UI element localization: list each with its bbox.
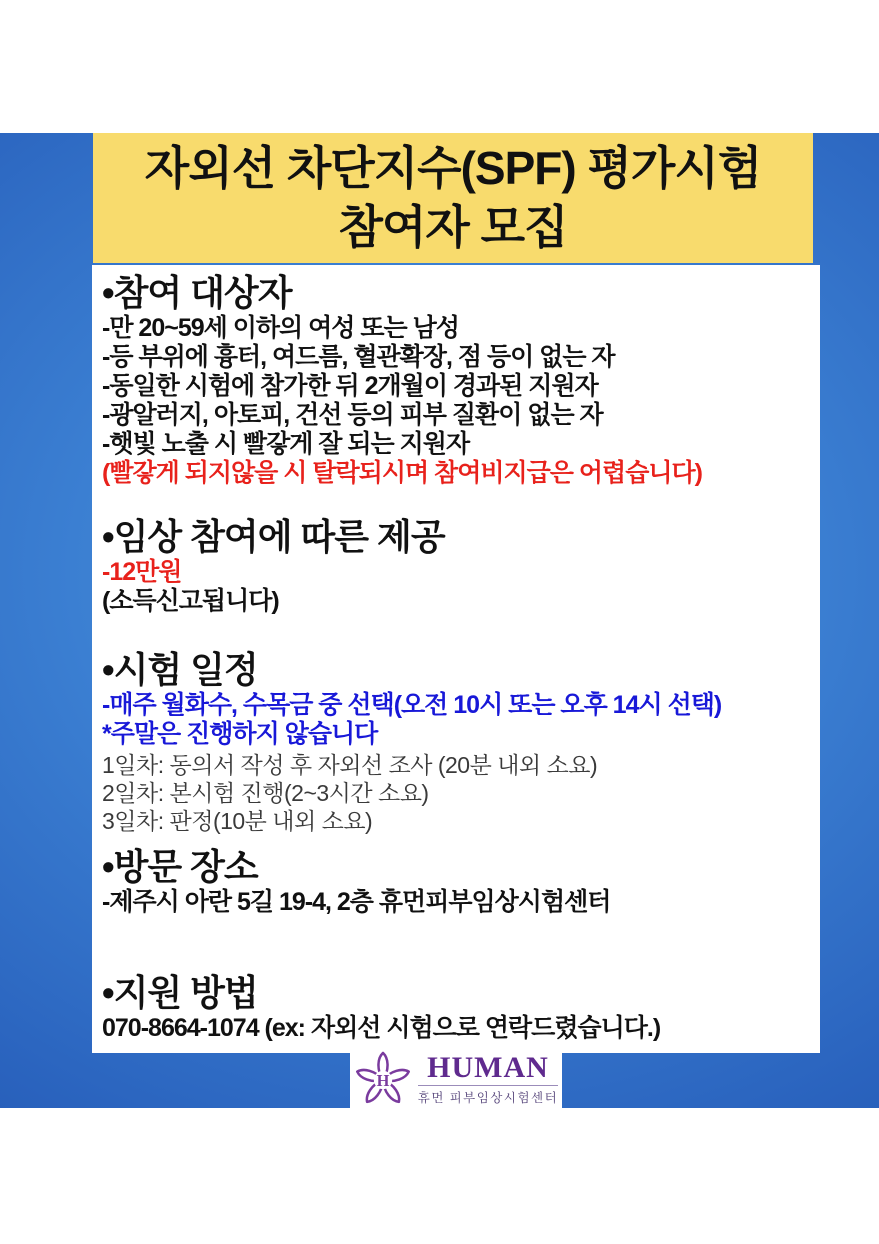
- participants-heading: •참여 대상자: [102, 272, 292, 313]
- participants-criterion: -동일한 시험에 참가한 뒤 2개월이 경과된 지원자: [102, 372, 598, 400]
- human-center-logo: [350, 1048, 562, 1110]
- logo-text-block: [417, 1050, 559, 1106]
- location-heading: •방문 장소: [102, 846, 258, 887]
- schedule-selection-note: -매주 월화수, 수목금 중 선택(오전 10시 또는 오후 14시 선택): [102, 691, 722, 719]
- compensation-tax-note: (소득신고됩니다): [102, 587, 279, 615]
- section-compensation: [102, 515, 812, 616]
- participants-criterion: -만 20~59세 이하의 여성 또는 남성: [102, 314, 459, 342]
- schedule-day-item: 2일차: 본시험 진행(2~3시간 소요): [102, 780, 429, 806]
- poster-title-line1: 자외선 차단지수(SPF) 평가시험: [144, 142, 762, 195]
- schedule-day-item: 1일차: 동의서 작성 후 자외선 조사 (20분 내외 소요): [102, 752, 598, 778]
- section-participants: [102, 271, 812, 488]
- apply-heading: •지원 방법: [102, 972, 258, 1013]
- section-location: [102, 845, 812, 917]
- logo-center-subtitle: 휴먼 피부임상시험센터: [418, 1085, 558, 1106]
- participants-warning-note: (빨갛게 되지않을 시 탈락되시며 참여비지급은 어렵습니다): [102, 459, 702, 487]
- participants-criterion: -등 부위에 흉터, 여드름, 혈관확장, 점 등이 없는 자: [102, 343, 615, 371]
- logo-monogram-h: H: [376, 1070, 390, 1090]
- section-apply: [102, 971, 812, 1043]
- schedule-day-list: [102, 751, 812, 835]
- flower-logo-icon: [354, 1050, 412, 1108]
- schedule-heading: •시험 일정: [102, 649, 258, 690]
- compensation-heading: •임상 참여에 따른 제공: [102, 516, 445, 557]
- apply-phone-line: 070-8664-1074 (ex: 자외선 시험으로 연락드렸습니다.): [102, 1014, 661, 1042]
- poster-title-line2: 참여자 모집: [338, 201, 568, 253]
- logo-brand-name: HUMAN: [427, 1050, 549, 1084]
- compensation-amount: -12만원: [102, 558, 182, 586]
- schedule-weekend-note: *주말은 진행하지 않습니다: [102, 720, 378, 748]
- participants-criterion: -햇빛 노출 시 빨갛게 잘 되는 지원자: [102, 430, 470, 458]
- participants-criterion: -광알러지, 아토피, 건선 등의 피부 질환이 없는 자: [102, 401, 603, 429]
- section-schedule: [102, 648, 812, 835]
- poster-content-panel: [92, 265, 820, 1053]
- schedule-day-item: 3일차: 판정(10분 내외 소요): [102, 808, 373, 834]
- location-address: -제주시 아란 5길 19-4, 2층 휴먼피부임상시험센터: [102, 888, 611, 916]
- poster-title-banner: [93, 133, 813, 263]
